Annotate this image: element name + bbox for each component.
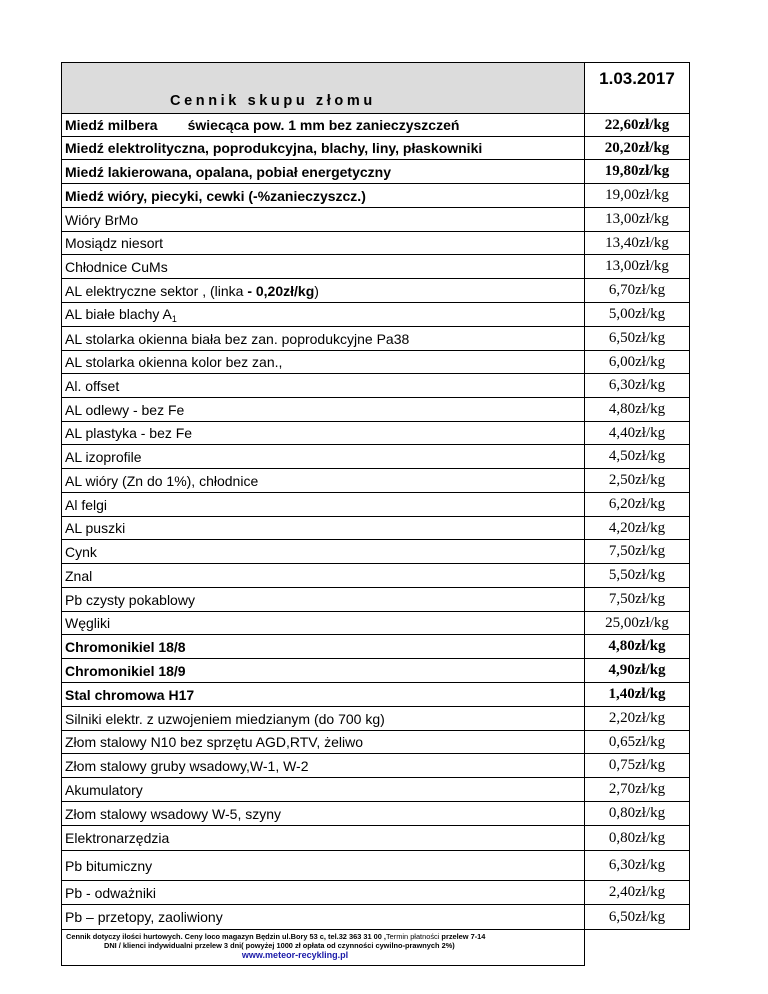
material-name [62, 778, 585, 802]
price-row [62, 851, 690, 881]
material-name-part: Pb – przetopy, zaoliwiony [65, 909, 223, 925]
material-name-part: Pb bitumiczny [65, 857, 153, 874]
material-name-part: Miedź wióry, piecyki, cewki (-%zanieczyszcz.) [65, 187, 366, 204]
material-name-part: Stal chromowa H17 [65, 686, 195, 703]
material-name-part: AL stolarka okienna kolor bez zan., [65, 354, 283, 370]
page-title: Cennik skupu złomu [170, 93, 376, 109]
price-row [62, 802, 690, 826]
price-row [62, 493, 690, 517]
material-price: 5,50zł/kg [585, 564, 690, 588]
material-name [62, 517, 585, 540]
material-name-part: Elektronarzędzia [65, 830, 170, 846]
material-name [62, 255, 585, 279]
material-price: 7,50zł/kg [585, 588, 690, 612]
price-row [62, 731, 690, 754]
material-name-part: AL plastyka - bez Fe [65, 425, 193, 441]
price-row [62, 374, 690, 398]
material-name-part: Silniki elektr. z uzwojeniem miedzianym (do 700 kg) [65, 710, 385, 727]
price-row [62, 255, 690, 279]
material-price: 6,20zł/kg [585, 493, 690, 517]
material-name-part: AL izoprofile [65, 448, 142, 465]
material-name [62, 160, 585, 184]
price-row [62, 232, 690, 255]
material-price: 6,50zł/kg [585, 327, 690, 351]
material-name-part: AL odlewy - bez Fe [65, 401, 185, 418]
material-name-part: AL puszki [65, 520, 126, 536]
material-name-part: AL stolarka okienna biała bez zan. poprodukcyjne Pa38 [65, 330, 410, 347]
price-row [62, 612, 690, 635]
material-name [62, 327, 585, 351]
material-price: 22,60zł/kg [585, 114, 690, 137]
material-name [62, 303, 585, 327]
material-price: 4,50zł/kg [585, 445, 690, 469]
material-name [62, 588, 585, 612]
material-name-part: Chłodnice CuMs [65, 258, 168, 275]
material-name-part: Wióry BrMo [65, 211, 139, 228]
material-name-part: Miedź milbera [65, 117, 158, 133]
price-row [62, 445, 690, 469]
material-price: 6,30zł/kg [585, 374, 690, 398]
price-row [62, 137, 690, 160]
footer-line1-end: przelew 7-14 [439, 932, 486, 941]
material-name [62, 232, 585, 255]
material-price: 20,20zł/kg [585, 137, 690, 160]
material-name [62, 826, 585, 851]
price-row [62, 778, 690, 802]
material-price: 6,50zł/kg [585, 905, 690, 930]
material-price: 4,20zł/kg [585, 517, 690, 540]
material-price: 19,80zł/kg [585, 160, 690, 184]
material-name-part: Złom stalowy wsadowy W-5, szyny [65, 805, 282, 822]
material-name-part: Al. offset [65, 377, 120, 394]
material-name [62, 731, 585, 754]
material-price: 13,00zł/kg [585, 255, 690, 279]
material-name-part: Chromonikiel 18/9 [65, 662, 186, 679]
footer-payment-term: Termin płatności [385, 932, 440, 941]
material-name-part: świecąca pow. 1 mm bez zanieczyszczeń [187, 117, 460, 133]
material-name [62, 279, 585, 303]
price-row [62, 517, 690, 540]
price-row [62, 826, 690, 851]
material-name-part: Mosiądz niesort [65, 235, 164, 251]
material-name-part: Miedź lakierowana, opalana, pobiał energetyczny [65, 163, 391, 180]
price-row [62, 754, 690, 778]
material-price: 6,30zł/kg [585, 851, 690, 881]
price-row [62, 279, 690, 303]
price-row [62, 422, 690, 445]
material-price: 19,00zł/kg [585, 184, 690, 208]
material-name [62, 881, 585, 905]
material-name [62, 422, 585, 445]
footer-empty-cell [585, 930, 690, 966]
material-price: 13,40zł/kg [585, 232, 690, 255]
material-price: 4,80zł/kg [585, 398, 690, 422]
price-row [62, 905, 690, 930]
material-price: 2,40zł/kg [585, 881, 690, 905]
material-name [62, 612, 585, 635]
website-link[interactable]: www.meteor-recykling.pl [241, 950, 349, 960]
material-price: 2,20zł/kg [585, 707, 690, 731]
material-name-part: Miedź elektrolityczna, poprodukcyjna, blachy, liny, płaskowniki [65, 140, 483, 156]
material-price: 4,40zł/kg [585, 422, 690, 445]
material-name [62, 351, 585, 374]
material-name [62, 707, 585, 731]
material-name-part: Pb - odważniki [65, 884, 157, 901]
price-row [62, 303, 690, 327]
price-row [62, 351, 690, 374]
material-name [62, 683, 585, 707]
material-price: 0,65zł/kg [585, 731, 690, 754]
price-row [62, 114, 690, 137]
price-row [62, 635, 690, 659]
material-name-part: Al felgi [65, 496, 108, 513]
price-row [62, 881, 690, 905]
material-name [62, 445, 585, 469]
price-row [62, 564, 690, 588]
material-name [62, 802, 585, 826]
price-row [62, 469, 690, 493]
material-name [62, 905, 585, 930]
material-price: 6,00zł/kg [585, 351, 690, 374]
material-price: 5,00zł/kg [585, 303, 690, 327]
material-name [62, 493, 585, 517]
material-name [62, 469, 585, 493]
price-row [62, 184, 690, 208]
material-name-part: ) [314, 282, 319, 299]
material-price: 4,90zł/kg [585, 659, 690, 683]
price-list-table [61, 62, 690, 966]
material-price: 7,50zł/kg [585, 540, 690, 564]
material-price: 0,75zł/kg [585, 754, 690, 778]
material-name-part: AL elektryczne sektor , (linka [65, 282, 248, 299]
material-name-part: Złom stalowy gruby wsadowy,W-1, W-2 [65, 757, 309, 774]
material-name [62, 398, 585, 422]
material-price: 25,00zł/kg [585, 612, 690, 635]
material-name [62, 184, 585, 208]
material-price: 2,50zł/kg [585, 469, 690, 493]
material-name [62, 754, 585, 778]
material-price: 2,70zł/kg [585, 778, 690, 802]
material-name-part: Węgliki [65, 615, 111, 631]
price-row [62, 540, 690, 564]
material-name [62, 374, 585, 398]
material-price: 4,80zł/kg [585, 635, 690, 659]
material-price: 0,80zł/kg [585, 826, 690, 851]
material-name [62, 851, 585, 881]
material-name-part: Pb czysty pokablowy [65, 591, 195, 608]
header-title-cell [62, 63, 585, 114]
price-row [62, 160, 690, 184]
material-name [62, 114, 585, 137]
material-name-part: Chromonikiel 18/8 [65, 638, 186, 655]
material-price: 6,70zł/kg [585, 279, 690, 303]
material-name-part: - 0,20zł/kg [247, 282, 315, 299]
footer-line1: Cennik dotyczy ilości hurtowych. Ceny loco magazyn Będzin ul.Bory 53 c, tel.32 363 31 00 , [66, 932, 386, 941]
material-name-part: Cynk [65, 543, 97, 560]
material-name [62, 635, 585, 659]
material-name-part: 1 [171, 313, 177, 324]
price-row [62, 707, 690, 731]
header-date-cell [585, 63, 690, 114]
material-name-part: AL wióry (Zn do 1%), chłodnice [65, 472, 259, 489]
price-row [62, 683, 690, 707]
price-row [62, 659, 690, 683]
material-name [62, 659, 585, 683]
material-name [62, 540, 585, 564]
footer-line2: DNI / klienci indywidualni przelew 3 dni( powyżej 1000 zł opłata od czynności cywilno-prawnych 2%) [104, 941, 455, 950]
material-name-part: AL białe blachy A [65, 305, 172, 322]
material-price: 1,40zł/kg [585, 683, 690, 707]
material-name [62, 137, 585, 160]
material-name-part: Złom stalowy N10 bez sprzętu AGD,RTV, żeliwo [65, 734, 364, 750]
material-name-part: Znal [65, 567, 93, 584]
footer-note [62, 930, 585, 966]
price-row [62, 398, 690, 422]
material-price: 0,80zł/kg [585, 802, 690, 826]
material-name [62, 208, 585, 232]
price-date: 1.03.2017 [599, 69, 675, 88]
material-name-part: Akumulatory [65, 781, 143, 798]
material-price: 13,00zł/kg [585, 208, 690, 232]
material-name [62, 564, 585, 588]
price-row [62, 327, 690, 351]
price-row [62, 208, 690, 232]
price-row [62, 588, 690, 612]
